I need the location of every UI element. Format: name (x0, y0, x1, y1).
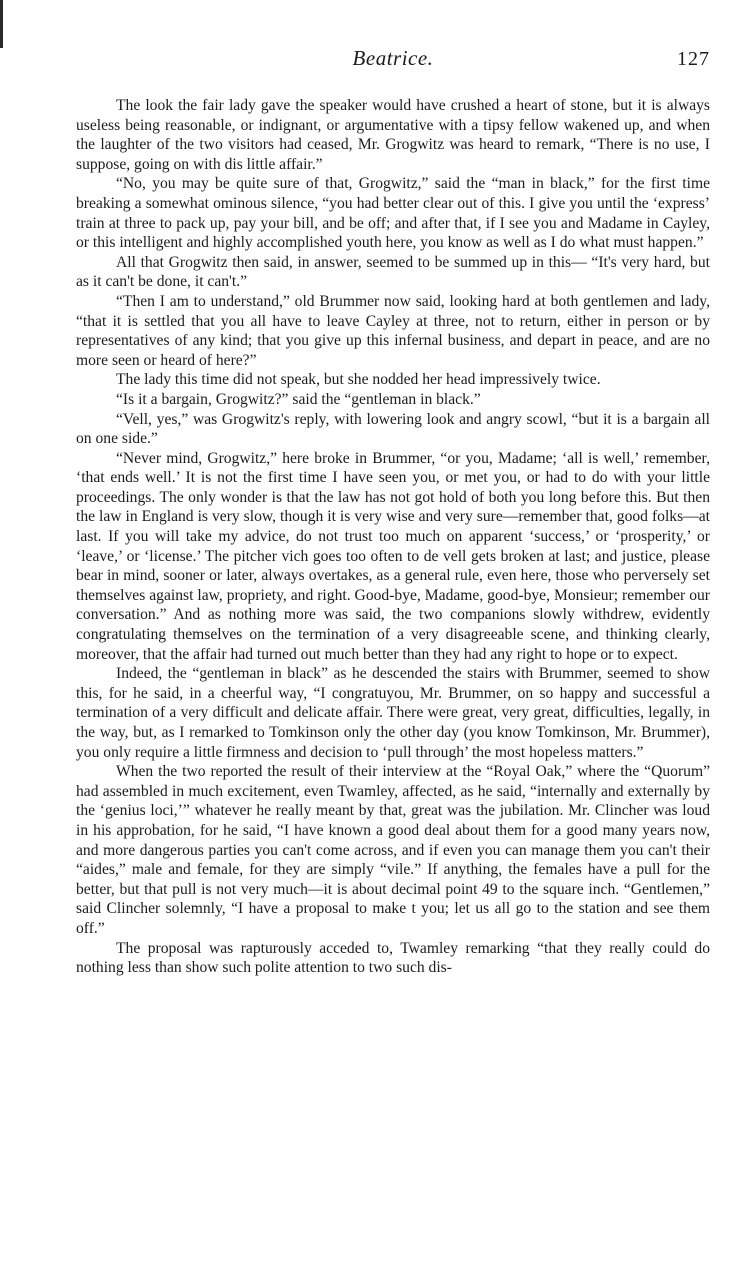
binding-edge (0, 0, 3, 48)
paragraph: The lady this time did not speak, but she nodded her head impressively twice. (116, 371, 601, 389)
paragraph: Indeed, the “gentleman in black” as he descended the stairs with Brummer, seemed to show this, for he said, in a cheerful way, “I congratuyou, Mr. Brummer, on so happy and successful a termination of a very difficult and delicate affair. There were great, very great, difficulties, legally, in the way, but, as I remarked to Tomkinson only the other day (you know Tomkinson, Mr. Brummer), you only require a little firmness and decision to ‘pull through’ the most hopeless matters.” (76, 665, 710, 761)
running-title: Beatrice. (352, 46, 434, 70)
paragraph: All that Grogwitz then said, in answer, seemed to be summed up in this— “It's very hard, but as it can't be done, it can't.” (76, 253, 710, 291)
paragraph: “No, you may be quite sure of that, Grogwitz,” said the “man in black,” for the first time breaking a somewhat ominous silence, “you had better clear out of this. I give you until the ‘express’ train at three to pack up, pay your bill, and be off; and after that, if I see you and Madame in Cayley, or this intelligent and highly accomplished youth here, you know as well as I do what must happen.” (76, 175, 710, 252)
body-text (76, 96, 710, 1246)
running-head (76, 46, 710, 76)
paragraph: “Never mind, Grogwitz,” here broke in Brummer, “or you, Madame; ‘all is well,’ remember, ‘that ends well.’ It is not the first time I have seen you, or met you, or had to do with your little proceedings. The only wonder is that the law has not got hold of both you long before this. But then the law in England is very slow, though it is very wise and very sure—remember that, good folks—at last. If you will take my advice, do not trust too much on apparent ‘success,’ or ‘prosperity,’ or ‘leave,’ or ‘license.’ The pitcher vich goes too often to de vell gets broken at last; and justice, please bear in mind, sooner or later, always overtakes, as a general rule, even here, those who perversely set themselves against law, propriety, and right. Good-bye, Madame, good-bye, Monsieur; remember our conversation.” And as nothing more was said, the two companions slowly withdrew, evidently congratulating themselves on the termination of a very disagreeable scene, and thinking clearly, moreover, that the affair had turned out much better than they had any right to hope or to expect. (76, 449, 710, 663)
paragraph: “Then I am to understand,” old Brummer now said, looking hard at both gentlemen and lady, “that it is settled that you all have to leave Cayley at three, not to return, either in person or by representatives of any kind; that you give up this infernal business, and depart in peace, and are no more seen or heard of here?” (76, 292, 710, 369)
paragraph: The proposal was rapturously acceded to, Twamley remarking “that they really could do nothing less than show such polite attention to two such dis- (76, 939, 710, 977)
paragraph: “Is it a bargain, Grogwitz?” said the “gentleman in black.” (116, 390, 481, 408)
paragraph: “Vell, yes,” was Grogwitz's reply, with lowering look and angry scowl, “but it is a bargain all on one side.” (76, 410, 710, 448)
paragraph: The look the fair lady gave the speaker would have crushed a heart of stone, but it is always useless being reasonable, or indignant, or argumentative with a tipsy fellow wakened up, and when the laughter of the two visitors had ceased, Mr. Grogwitz was heard to remark, “There is no use, I suppose, going on with dis little affair.” (76, 97, 710, 173)
page-number: 127 (677, 48, 710, 70)
paragraph: When the two reported the result of their interview at the “Royal Oak,” where the “Quorum” had assembled in much excitement, even Twamley, affected, as he said, “internally and externally by the ‘genius loci,’” whatever he really meant by that, great was the jubilation. Mr. Clincher was loud in his approbation, for he said, “I have known a good deal about them for a good many years now, and more dangerous parties you can't come across, and if even you can manage them you can't their “aides,” male and female, for they are simply “vile.” If anything, the females have a pull for the better, but that pull is not very much—it is about decimal point 49 to the square inch. “Gentlemen,” said Clincher solemnly, “I have a proposal to make t you; let us all go to the station and see them off.” (76, 763, 710, 937)
